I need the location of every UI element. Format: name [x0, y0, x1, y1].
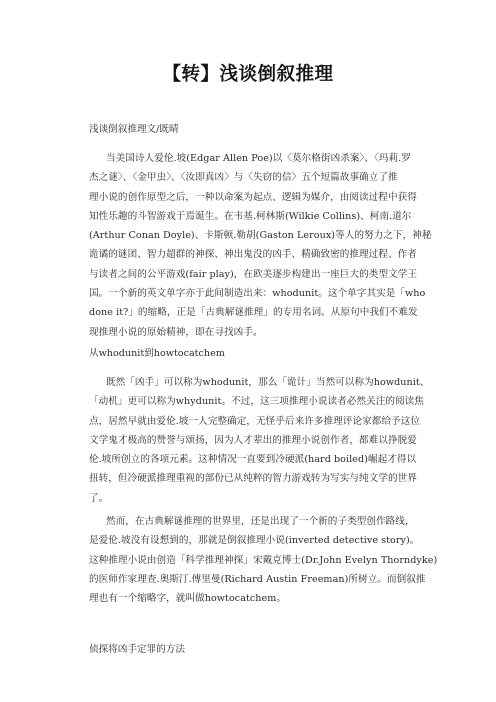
text-line: 了。 — [89, 492, 109, 504]
text-line: 然而，在古典解谜推理的世界里，还是出现了一个新的子类型创作路线， — [106, 516, 415, 527]
text-line: 与读者之间的公平游戏(fair play)，在欧美逐步构建出一座巨大的类型文学王 — [89, 268, 418, 280]
section-heading-block-1 — [89, 344, 419, 363]
text-line: done it?」的缩略，正是「古典解谜推理」的专用名词。从原句中我们不难发 — [89, 307, 418, 319]
text-line: 现推理小说的原始精神，即在寻找凶手。 — [89, 326, 263, 338]
paragraph-3 — [89, 512, 438, 608]
section-heading-block-2 — [89, 640, 419, 659]
section-heading: 侦探将凶手定罪的方法 — [89, 644, 185, 655]
text-line: 理也有一个缩略字，就叫做howtocatchem。 — [89, 593, 287, 605]
text-line: 知性乐趣的斗智游戏于焉诞生。在韦基.柯林斯(Wilkie Collins)、柯南.道尔 — [89, 210, 412, 222]
section-heading: 从whodunit到howtocatchem — [89, 348, 225, 359]
text-line: 「动机」更可以称为whydunit。不过，这三项推理小说读者必然关注的阅读焦 — [89, 396, 424, 408]
text-line: 文学鬼才极高的赞誉与颂扬，因为人才辈出的推理小说创作者，都难以挣脱爱 — [89, 434, 417, 446]
text-line: 是爱伦.坡没有设想到的，那就是倒叙推理小说(inverted detective story)。 — [89, 535, 420, 547]
document-title: 【转】浅谈倒叙推理 — [162, 64, 334, 85]
text-line: 诡谲的谜团、智力超群的神探、神出鬼没的凶手、精确致密的推理过程、作者 — [89, 249, 417, 261]
text-line: 理小说的创作原型之后，一种以命案为起点、逻辑为媒介，由阅读过程中获得 — [89, 191, 417, 203]
text-line: 点，居然早就由爱伦.坡一人完整确定，无怪乎后来许多推理评论家都给予这位 — [89, 415, 420, 427]
text-line: 既然「凶手」可以称为whodunit，那么「诡计」当然可以称为howdunit、 — [106, 377, 430, 388]
paragraph-2 — [89, 373, 430, 508]
paragraph-1 — [89, 149, 432, 342]
text-line: 国。一个新的英文单字亦于此间制造出来：whodunit。这个单字其实是「who — [89, 288, 426, 300]
text-line: 当美国诗人爱伦.坡(Edgar Allen Poe)以〈莫尔格街凶杀案〉、〈玛莉.罗 — [106, 153, 411, 164]
text-line: 杰之谜〉、〈金甲虫〉、〈汝即真凶〉与〈失窃的信〉五个短篇故事确立了推 — [89, 172, 398, 184]
subtitle-block — [89, 120, 419, 139]
text-line: 这种推理小说由创造「科学推理神探」宋戴克博士(Dr.John Evelyn Thorndyke) — [89, 554, 438, 566]
subtitle: 浅谈倒叙推理文/既晴 — [89, 124, 179, 135]
text-line: 的医师作家理查.奥斯汀.傅里曼(Richard Austin Freeman)所树立。而倒叙推 — [89, 573, 426, 585]
text-line: 扭转，但冷硬派推理重视的部份已从纯粹的智力游戏转为写实与纯文学的世界 — [89, 473, 417, 485]
text-line: 伦.坡所创立的各项元素。这种情况一直要到冷硬派(hard boiled)崛起才得以 — [89, 454, 417, 466]
text-line: (Arthur Conan Doyle)、卡斯顿.勒胡(Gaston Leroux)等人的努力之下，神秘 — [89, 230, 432, 242]
